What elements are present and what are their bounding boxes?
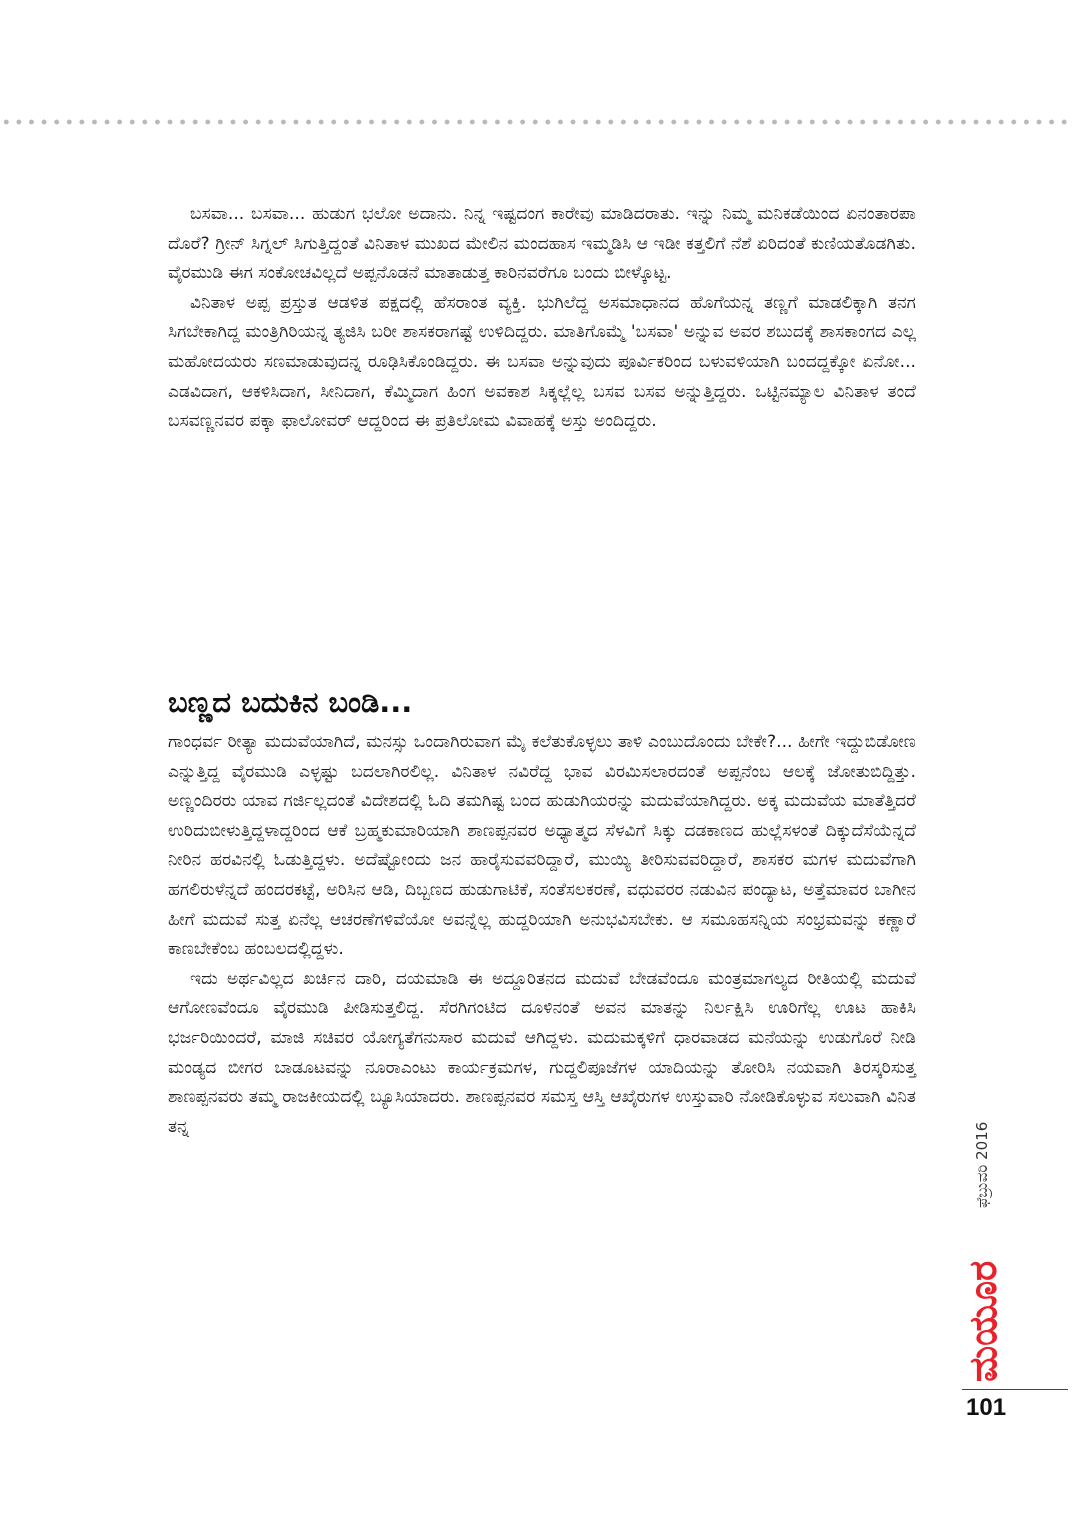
- intro-text: [168, 200, 916, 437]
- paragraph: ಇದು ಅರ್ಥವಿಲ್ಲದ ಖರ್ಚಿನ ದಾರಿ, ದಯಮಾಡಿ ಈ ಅದ್ದೂರಿತನದ ಮದುವೆ ಬೇಡವೆಂದೂ ಮಂತ್ರಮಾಗಲ್ಯದ ರೀತಿಯಲ್ಲಿ ಮದುವೆ ಆಗೋಣವೆಂದೂ ವೈರಮುಡಿ ಪೀಡಿಸುತ್ತಲಿದ್ದ. ಸೆರಗಿಗಂಟಿದ ದೂಳಿನಂತೆ ಅವನ ಮಾತನ್ನು ನಿರ್ಲಕ್ಷಿಸಿ ಊರಿಗೆಲ್ಲ ಊಟ ಹಾಕಿಸಿ ಭರ್ಜರಿಯಿಂದರೆ, ಮಾಜಿ ಸಚಿವರ ಯೋಗ್ಯತೆಗನುಸಾರ ಮದುವೆ ಆಗಿದ್ದಳು. ಮದುಮಕ್ಕಳಿಗೆ ಧಾರವಾಡದ ಮನೆಯನ್ನು ಉಡುಗೊರೆ ನೀಡಿ ಮಂಡ್ಯದ ಬೀಗರ ಬಾಡೂಟವನ್ನು ನೂರಾಎಂಟು ಕಾರ್ಯಕ್ರಮಗಳ, ಗುದ್ದಲಿಪೂಜೆಗಳ ಯಾದಿಯನ್ನು ತೋರಿಸಿ ನಯವಾಗಿ ತಿರಸ್ಕರಿಸುತ್ತ ಶಾಣಪ್ಪನವರು ತಮ್ಮ ರಾಜಕೀಯದಲ್ಲಿ ಬ್ಯೂಸಿಯಾದರು. ಶಾಣಪ್ಪನವರ ಸಮಸ್ತ ಆಸ್ತಿ ಆಖೈರುಗಳ ಉಸ್ತುವಾರಿ ನೋಡಿಕೊಳ್ಳುವ ಸಲುವಾಗಿ ವಿನಿತ ತನ್ನ: [168, 968, 916, 1137]
- section-heading: ಬಣ್ಣದ ಬದುಕಿನ ಬಂಡಿ...: [168, 685, 413, 719]
- paragraph: ವಿನಿತಾಳ ಅಪ್ಪ ಪ್ರಸ್ತುತ ಆಡಳಿತ ಪಕ್ಷದಲ್ಲಿ ಹೆಸರಾಂತ ವ್ಯಕ್ತಿ. ಭುಗಿಲೆದ್ದ ಅಸಮಾಧಾನದ ಹೊಗೆಯನ್ನ ತಣ್ಣಗೆ ಮಾಡಲಿಕ್ಕಾಗಿ ತನಗ ಸಿಗಬೇಕಾಗಿದ್ದ ಮಂತ್ರಿಗಿರಿಯನ್ನ ತ್ಯಜಿಸಿ ಬರೀ ಶಾಸಕರಾಗಷ್ಟೆ ಉಳಿದಿದ್ದರು. ಮಾತಿಗೊಮ್ಮೆ 'ಬಸವಾ' ಅನ್ನುವ ಅವರ ಶಬುದಕ್ಕೆ ಶಾಸಕಾಂಗದ ಎಲ್ಲ ಮಹೋದಯರು ಸಣಮಾಡುವುದನ್ನ ರೂಢಿಸಿಕೊಂಡಿದ್ದರು. ಈ ಬಸವಾ ಅನ್ನುವುದು ಪೂರ್ವಿಕರಿಂದ ಬಳುವಳಿಯಾಗಿ ಬಂದದ್ದಕ್ಕೋ ಏನೋ... ಎಡವಿದಾಗ, ಆಕಳಿಸಿದಾಗ, ಸೀನಿದಾಗ, ಕೆಮ್ಮಿದಾಗ ಹಿಂಗ ಅವಕಾಶ ಸಿಕ್ಕಲ್ಲೆಲ್ಲ ಬಸವ ಬಸವ ಅನ್ನುತ್ತಿದ್ದರು. ಒಟ್ಟಿನಮ್ಯಾಲ ವಿನಿತಾಳ ತಂದೆ ಬಸವಣ್ಣನವರ ಪಕ್ಕಾ ಫಾಲೋವರ್ ಆದ್ದರಿಂದ ಈ ಪ್ರತಿಲೋಮ ವಿವಾಹಕ್ಕೆ ಅಸ್ತು ಅಂದಿದ್ದರು.: [168, 292, 916, 432]
- page-number: 101: [966, 1394, 1007, 1421]
- section-text: [168, 728, 916, 1142]
- magazine-name: ಮಯೂರ: [961, 1260, 1005, 1382]
- issue-month: ಫೆಬ್ರುವರಿ 2016: [973, 1121, 991, 1208]
- paragraph: ಗಾಂಧರ್ವ ರೀತ್ಯಾ ಮದುವೆಯಾಗಿದೆ, ಮನಸ್ಸು ಒಂದಾಗಿರುವಾಗ ಮೈ ಕಲೆತುಕೊಳ್ಳಲು ತಾಳಿ ಎಂಬುದೊಂದು ಬೇಕೇ?... ಹೀಗೇ ಇದ್ದುಬಿಡೋಣ ಎನ್ನುತ್ತಿದ್ದ ವೈರಮುಡಿ ಎಳ್ಳಷ್ಟು ಬದಲಾಗಿರಲಿಲ್ಲ. ವಿನಿತಾಳ ನವಿರೆದ್ದ ಭಾವ ವಿರಮಿಸಲಾರದಂತೆ ಅಪ್ಪನೆಂಬ ಆಲಕ್ಕೆ ಜೋತುಬಿದ್ದಿತ್ತು. ಅಣ್ಣಂದಿರರು ಯಾವ ಗರ್ಜಿಲ್ಲದಂತೆ ವಿದೇಶದಲ್ಲಿ ಓದಿ ತಮಗಿಷ್ಟ ಬಂದ ಹುಡುಗಿಯರನ್ನು ಮದುವೆಯಾಗಿದ್ದರು. ಅಕ್ಕ ಮದುವೆಯ ಮಾತೆತ್ತಿದರೆ ಉರಿದುಬೀಳುತ್ತಿದ್ದಳಾದ್ದರಿಂದ ಆಕೆ ಬ್ರಹ್ಮಕುಮಾರಿಯಾಗಿ ಶಾಣಪ್ಪನವರ ಅಧ್ಯಾತ್ಮದ ಸೆಳವಿಗೆ ಸಿಕ್ಕು ದಡಕಾಣದ ಹುಲ್ಲೆಸಳಂತೆ ದಿಕ್ಕುದೆಸೆಯೆನ್ನದೆ ನೀರಿನ ಹರವಿನಲ್ಲಿ ಓಡುತ್ತಿದ್ದಳು. ಅದೆಷ್ಟೋಂದು ಜನ ಹಾರೈಸುವವರಿದ್ದಾರೆ, ಮುಯ್ಯಿ ತೀರಿಸುವವರಿದ್ದಾರೆ, ಶಾಸಕರ ಮಗಳ ಮದುವೆಗಾಗಿ ಹಗಲಿರುಳೆನ್ನದೆ ಹಂದರಕಟ್ಟೆ, ಅರಿಸಿನ ಆಡಿ, ದಿಬ್ಬಣದ ಹುಡುಗಾಟಿಕೆ, ಸಂತೆಸಲಕರಣೆ, ವಧುವರರ ನಡುವಿನ ಪಂದ್ಯಾಟ, ಅತ್ತೆಮಾವರ ಬಾಗೀನ ಹೀಗೆ ಮದುವೆ ಸುತ್ತ ಏನೆಲ್ಲ ಆಚರಣೆಗಳಿವೆಯೋ ಅವನ್ನೆಲ್ಲ ಹುದ್ದರಿಯಾಗಿ ಅನುಭವಿಸಬೇಕು. ಆ ಸಮೂಹಸನ್ನಿಯ ಸಂಭ್ರಮವನ್ನು ಕಣ್ಣಾರೆ ಕಾಣಬೇಕೆಂಬ ಹಂಬಲದಲ್ಲಿದ್ದಳು.: [168, 732, 916, 960]
- dotted-rule: [0, 118, 1072, 126]
- magazine-logo: [958, 1216, 1006, 1384]
- page-number-rule: [962, 1389, 1068, 1390]
- paragraph: ಬಸವಾ... ಬಸವಾ... ಹುಡುಗ ಭಲೋ ಅದಾನು. ನಿನ್ನ ಇಷ್ಟದಂಗ ಕಾರೇವು ಮಾಡಿದರಾತು. ಇನ್ನು ನಿಮ್ಮ ಮನಿಕಡೆಯಿಂದ ಏನಂತಾರಪಾ ದೊರೆ? ಗ್ರೀನ್ ಸಿಗ್ನಲ್ ಸಿಗುತ್ತಿದ್ದಂತೆ ವಿನಿತಾಳ ಮುಖದ ಮೇಲಿನ ಮಂದಹಾಸ ಇಮ್ಮಡಿಸಿ ಆ ಇಡೀ ಕತ್ತಲಿಗೆ ನೆಶೆ ಏರಿದಂತೆ ಕುಣಿಯತೊಡಗಿತು. ವೈರಮುಡಿ ಈಗ ಸಂಕೋಚವಿಲ್ಲದೆ ಅಪ್ಪನೊಡನೆ ಮಾತಾಡುತ್ತ ಕಾರಿನವರೆಗೂ ಬಂದು ಬೀಳ್ಕೊಟ್ಟ.: [168, 204, 916, 284]
